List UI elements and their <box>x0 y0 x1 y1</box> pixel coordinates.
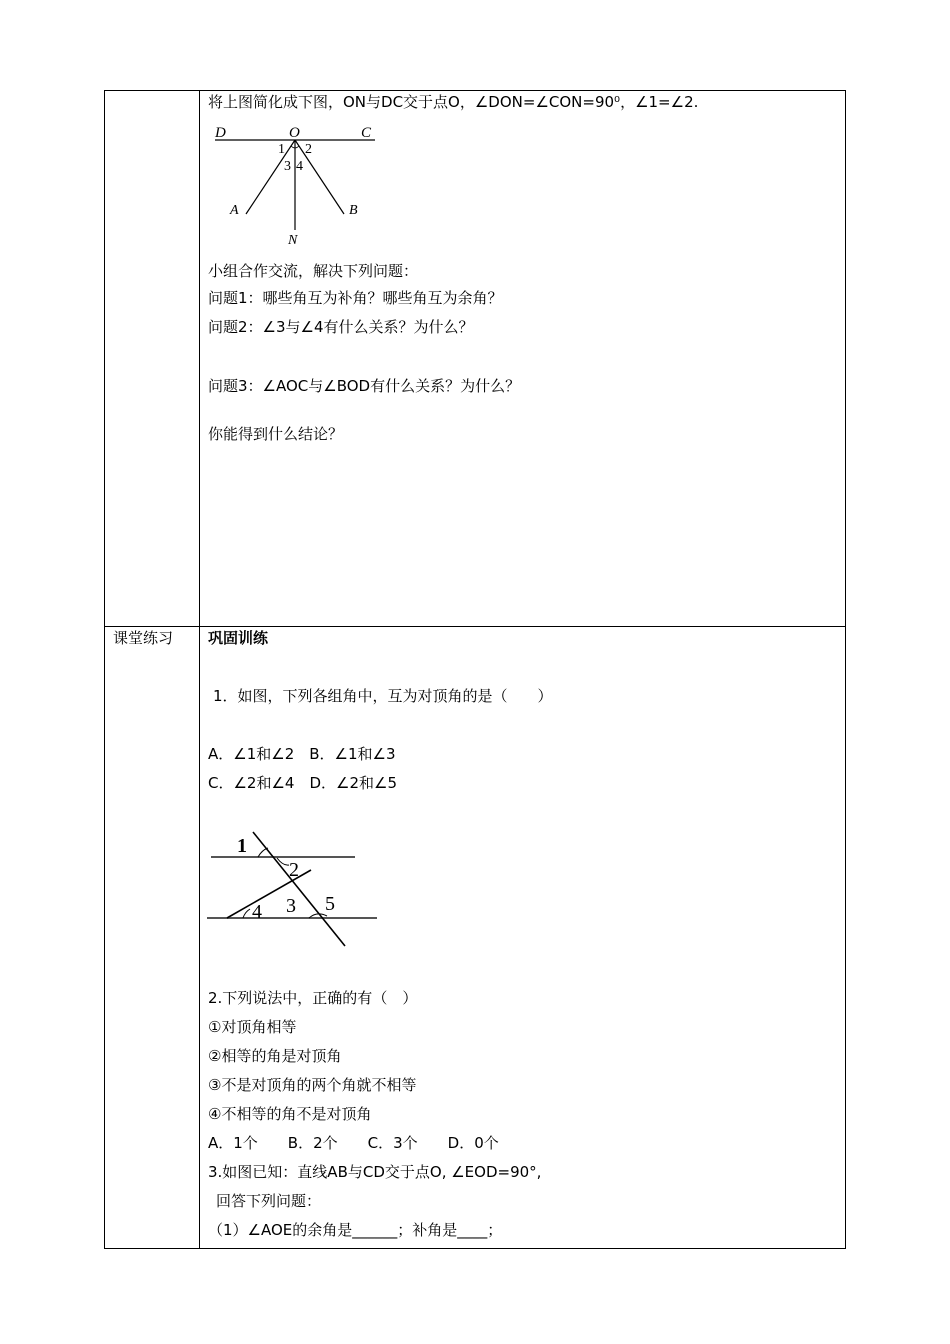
angle-figure-2 <box>205 828 385 953</box>
label-N: N <box>288 233 298 248</box>
label-2: 2 <box>305 142 312 157</box>
table-top-border <box>104 90 846 91</box>
fig2-label-5: 5 <box>325 893 335 915</box>
exercise-3-part-1: （1）∠AOE的余角是______；补角是____； <box>208 1221 503 1239</box>
column-divider <box>199 90 200 1249</box>
intro-text: 将上图简化成下图，ON与DC交于点O，∠DON=∠CON=90⁰，∠1=∠2. <box>208 93 699 111</box>
conclusion-question: 你能得到什么结论？ <box>208 425 344 443</box>
label-C: C <box>361 125 372 141</box>
statement-1: ①对顶角相等 <box>208 1018 297 1036</box>
label-3: 3 <box>284 159 291 174</box>
row-divider <box>104 626 846 627</box>
section-heading: 巩固训练 <box>208 629 269 647</box>
fig2-label-4: 4 <box>252 901 262 923</box>
statement-2: ②相等的角是对顶角 <box>208 1047 342 1065</box>
table-bottom-border <box>104 1248 846 1249</box>
exercise-1-question: 1．如图，下列各组角中，互为对顶角的是（ ） <box>213 687 553 705</box>
statement-4: ④不相等的角不是对顶角 <box>208 1105 372 1123</box>
question-2: 问题2：∠3与∠4有什么关系？为什么？ <box>208 318 474 336</box>
row-label-practice: 课堂练习 <box>113 629 174 647</box>
angle-figure-1 <box>210 122 380 252</box>
label-D: D <box>215 125 226 141</box>
fig2-label-1: 1 <box>237 835 247 857</box>
label-1: 1 <box>278 142 285 157</box>
table-left-border <box>104 90 105 1249</box>
exercise-1-options-ab: A．∠1和∠2 B．∠1和∠3 <box>208 745 396 763</box>
exercise-3-question: 3.如图已知：直线AB与CD交于点O, ∠EOD=90°, <box>208 1163 542 1181</box>
label-4: 4 <box>296 159 303 174</box>
label-B: B <box>349 203 358 218</box>
table-right-border <box>845 90 846 1249</box>
fig2-label-2: 2 <box>289 859 299 881</box>
question-1: 问题1：哪些角互为补角？哪些角互为余角？ <box>208 289 503 307</box>
fig2-label-3: 3 <box>286 895 296 917</box>
exercise-2-options: A．1个 B．2个 C．3个 D．0个 <box>208 1134 499 1152</box>
exercise-3-prompt: 回答下列问题： <box>216 1192 322 1210</box>
label-O: O <box>289 125 300 141</box>
exercise-1-options-cd: C．∠2和∠4 D．∠2和∠5 <box>208 774 397 792</box>
discuss-text: 小组合作交流，解决下列问题： <box>208 262 419 280</box>
label-A: A <box>230 203 239 218</box>
question-3: 问题3：∠AOC与∠BOD有什么关系？为什么？ <box>208 377 521 395</box>
statement-3: ③不是对顶角的两个角就不相等 <box>208 1076 417 1094</box>
exercise-2-question: 2.下列说法中，正确的有（ ） <box>208 989 418 1007</box>
